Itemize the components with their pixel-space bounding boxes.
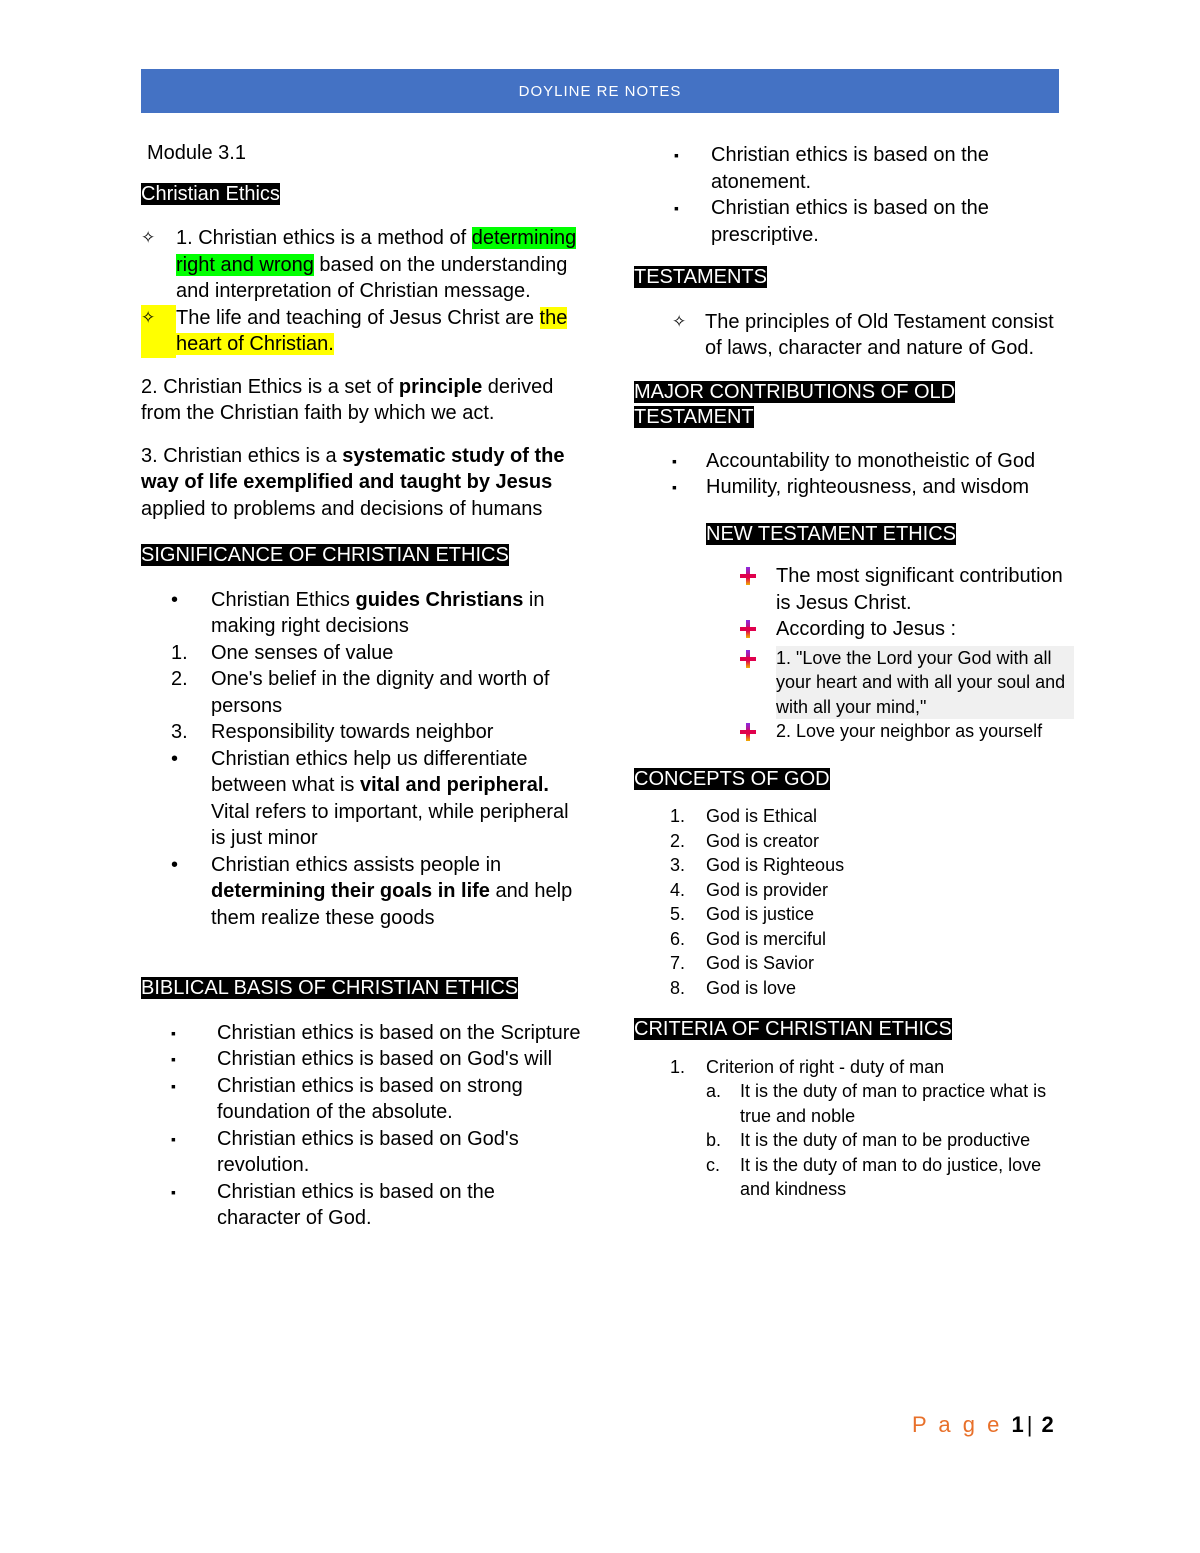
list-item (670, 902, 1074, 927)
list-number: 2. (670, 830, 686, 851)
section-heading-significance: SIGNIFICANCE OF CHRISTIAN ETHICS (141, 544, 509, 566)
bold-text: principle (398, 375, 483, 398)
list-item (171, 746, 581, 852)
text: God is Righteous (706, 855, 845, 875)
list-number: 1. (171, 641, 188, 664)
right-column (634, 142, 1074, 1202)
list-number: 1. (670, 1056, 686, 1077)
square-bullet-icon: ▪ (171, 1183, 176, 1200)
square-bullet-icon: ▪ (171, 1024, 176, 1041)
text: 2. Christian Ethics is a set of (141, 375, 399, 398)
bullet-icon: • (171, 747, 179, 770)
list-item (670, 1055, 1074, 1080)
page-total: 2 (1041, 1412, 1054, 1437)
list-letter: c. (706, 1154, 721, 1175)
text: derived from the Christian faith by which we act. (141, 375, 554, 424)
list-number: 7. (670, 953, 686, 973)
list-item (670, 927, 1074, 952)
text: It is the duty of man to practice what is true and noble (740, 1081, 1047, 1126)
text: God is love (706, 977, 797, 998)
module-label: Module 3.1 (147, 142, 246, 164)
text: According to Jesus : (776, 618, 957, 640)
text: One senses of value (211, 641, 394, 664)
text: Criterion of right - duty of man (706, 1056, 945, 1077)
text: God is provider (706, 879, 829, 900)
list-item (171, 1046, 581, 1073)
list-item (171, 719, 581, 746)
paragraph-2 (141, 374, 581, 427)
bold-text: determining their goals in life (211, 880, 490, 902)
list-item (670, 853, 1074, 878)
section-heading-new-testament: NEW TESTAMENT ETHICS (706, 522, 957, 545)
page-number (912, 1412, 1054, 1438)
text: The principles of Old Testament consist of laws, character and nature of God. (705, 310, 1054, 359)
text: Christian ethics is based on the atonement. (711, 144, 989, 193)
list-number: 3. (171, 721, 188, 743)
list-item (740, 646, 1074, 720)
paragraph-3 (141, 443, 581, 523)
page-separator: | (1026, 1412, 1033, 1437)
highlight-green: determining right and wrong (176, 227, 577, 276)
list-item (740, 719, 1074, 748)
list-letter: a. (706, 1081, 722, 1101)
diamond-bullet-icon: ✧ (141, 305, 176, 358)
text: 1. "Love the Lord your God with all your heart and with all your soul and with all your mind," (776, 646, 1074, 720)
list-item (674, 142, 1074, 195)
list-item (171, 1179, 581, 1232)
list-item (674, 195, 1074, 248)
significance-list (171, 587, 581, 932)
section-heading-major-contributions-line2: TESTAMENT (634, 405, 754, 428)
text: It is the duty of man to do justice, love and kindness (740, 1154, 1042, 1199)
text: Accountability to monotheistic of God (706, 449, 1036, 472)
major-list (672, 448, 1074, 501)
header-title: DOYLINE RE NOTES (518, 82, 682, 100)
list-item (740, 563, 1074, 616)
section-heading-concepts: CONCEPTS OF GOD (634, 767, 830, 790)
square-bullet-icon: ▪ (672, 452, 677, 469)
list-letter: b. (706, 1130, 722, 1150)
text: and help them realize these goods (211, 880, 573, 929)
bold-text: vital and peripheral. (359, 774, 549, 796)
text: Christian ethics is based on the character of God. (217, 1180, 495, 1229)
page-current: 1 (1011, 1412, 1027, 1437)
bold-text: guides Christians (355, 588, 524, 611)
highlight-yellow: the heart of Christian. (176, 306, 568, 355)
list-item (740, 616, 1074, 646)
list-item (171, 1073, 581, 1126)
list-item (171, 1020, 581, 1047)
bullet-icon: • (171, 588, 179, 611)
bullet-icon: • (171, 853, 179, 876)
section-heading-criteria: CRITERIA OF CHRISTIAN ETHICS (634, 1018, 952, 1040)
text: God is creator (706, 830, 820, 851)
square-bullet-icon: ▪ (171, 1130, 176, 1147)
square-bullet-icon: ▪ (171, 1077, 176, 1094)
concepts-list (670, 804, 1074, 1000)
list-item (706, 1153, 1074, 1202)
criteria-sublist (706, 1079, 1074, 1202)
text: 3. Christian ethics is a (141, 444, 343, 467)
text: Christian ethics is based on God's revolution. (217, 1127, 519, 1176)
cross-bullet-icon (740, 646, 776, 720)
list-item (670, 829, 1074, 854)
text: Christian ethics is based on strong foundation of the absolute. (217, 1074, 523, 1123)
list-item (670, 878, 1074, 903)
list-item (706, 1128, 1074, 1153)
square-bullet-icon: ▪ (672, 479, 677, 495)
list-item (171, 852, 581, 932)
square-bullet-icon: ▪ (171, 1051, 176, 1067)
section-title-christian-ethics: Christian Ethics (141, 182, 280, 205)
list-item (670, 976, 1074, 1001)
text: God is justice (706, 904, 815, 924)
section-heading-testaments: TESTAMENTS (634, 266, 767, 288)
header-bar (141, 69, 1059, 113)
diamond-bullet-icon: ✧ (141, 228, 156, 247)
nt-list (740, 563, 1074, 748)
section-heading-major-contributions: MAJOR CONTRIBUTIONS OF OLD (634, 380, 956, 403)
text: God is Ethical (706, 806, 818, 826)
list-item (171, 1126, 581, 1179)
text: 2. Love your neighbor as yourself (776, 721, 1043, 741)
biblical-list (171, 1020, 581, 1232)
text: The life and teaching of Jesus Christ are (176, 306, 540, 329)
text: Responsibility towards neighbor (211, 721, 494, 743)
text: Humility, righteousness, and wisdom (706, 476, 1030, 498)
page-label: P a g e (912, 1412, 1003, 1437)
list-item (171, 640, 581, 667)
list-item (670, 804, 1074, 829)
list-number: 8. (670, 977, 686, 998)
text: Christian ethics is based on the prescriptive. (711, 197, 989, 246)
list-item (672, 448, 1074, 475)
bold-text: systematic study of the way of life exemplified and taught by Jesus (141, 444, 565, 493)
list-item (141, 225, 581, 305)
atonement-list (674, 142, 1074, 248)
text: Christian ethics help us differentiate between what is (211, 747, 528, 796)
testaments-list (672, 309, 1074, 362)
text: God is merciful (706, 928, 827, 949)
criteria-list (670, 1055, 1074, 1202)
text: based on the understanding and interpretation of Christian message. (176, 253, 568, 302)
list-item (171, 587, 581, 640)
list-number: 4. (670, 879, 686, 900)
text: Christian ethics is based on the Scripture (217, 1021, 581, 1044)
list-item (670, 951, 1074, 976)
list-item (672, 474, 1074, 501)
list-number: 1. (670, 806, 686, 826)
cross-bullet-icon (740, 616, 776, 646)
text: God is Savior (706, 953, 815, 973)
diamond-list (141, 225, 581, 358)
text: Christian ethics is based on God's will (217, 1048, 553, 1070)
list-item (706, 1079, 1074, 1128)
list-number: 3. (670, 855, 686, 875)
text: One's belief in the dignity and worth of persons (211, 668, 550, 717)
list-item (171, 666, 581, 719)
text: Christian ethics assists people in (211, 853, 502, 876)
list-item (672, 309, 1074, 362)
list-number: 2. (171, 668, 188, 690)
list-number: 5. (670, 904, 686, 924)
text: Christian Ethics (211, 588, 356, 611)
section-heading-biblical-basis: BIBLICAL BASIS OF CHRISTIAN ETHICS (141, 977, 519, 999)
diamond-bullet-icon: ✧ (672, 311, 687, 331)
square-bullet-icon: ▪ (674, 147, 679, 163)
square-bullet-icon: ▪ (674, 200, 679, 216)
cross-bullet-icon (740, 719, 776, 748)
text: It is the duty of man to be productive (740, 1130, 1031, 1150)
text: 1. Christian ethics is a method of (176, 227, 472, 249)
list-item (141, 305, 581, 358)
list-number: 6. (670, 928, 686, 949)
left-column (141, 140, 581, 1232)
text: in making right decisions (211, 588, 545, 637)
text: applied to problems and decisions of humans (141, 497, 543, 520)
text: Vital refers to important, while peripheral is just minor (211, 800, 569, 849)
text: The most significant contribution is Jesus Christ. (776, 565, 1063, 614)
cross-bullet-icon (740, 563, 776, 616)
